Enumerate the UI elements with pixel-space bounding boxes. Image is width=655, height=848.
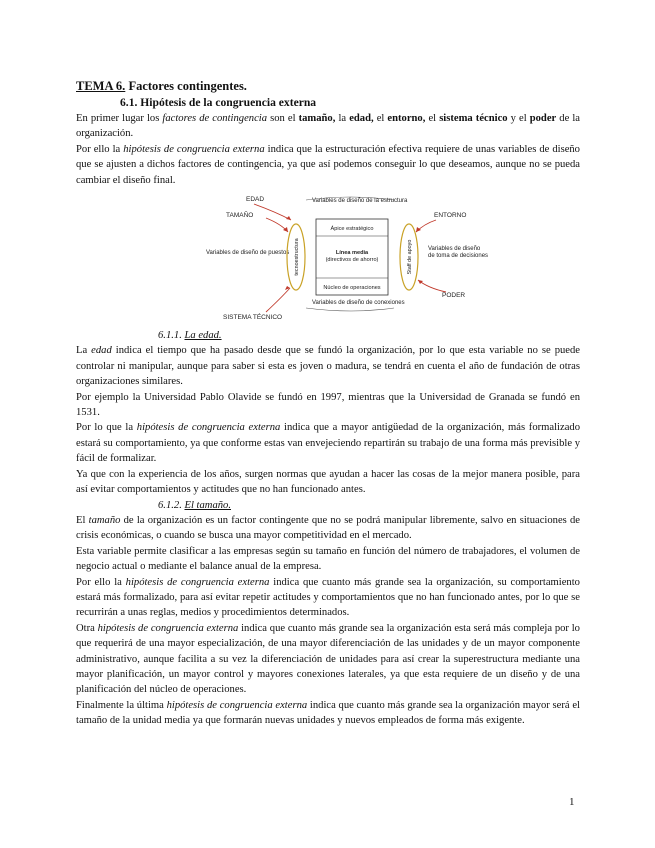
chapter-number: TEMA 6. [76, 79, 126, 93]
apice-label: Ápice estratégico [330, 226, 374, 233]
tamano-paragraph-5: Finalmente la última hipótesis de congruencia externa indica que cuanto más grande sea la organización mayor será el tamaño de la unidad media ya que formarán nuevas unidades y nuevos empleados de forma más exigente. [76, 699, 580, 727]
section-heading: 6.1. Hipótesis de la congruencia externa [120, 96, 317, 109]
linea-media-label: Línea media [335, 250, 369, 257]
linea-media-sub: (directivos de ahorro) [325, 257, 379, 264]
edad-paragraph-2: Por ejemplo la Universidad Pablo Olavide se fundó en 1997, mientras que la Universidad de Granada se fundó en 1531. [76, 391, 580, 419]
edad-paragraph-1: La edad indica el tiempo que ha pasado desde que se fundó la organización, por lo que esta variable no se puede controlar ni manipular, aunque para saber si esta es joven o madura, se tendrá en cuenta el año de fundación de otras organizaciones similares. [76, 345, 580, 388]
page-number: 1 [569, 796, 575, 808]
intro-paragraph-2: Por ello la hipótesis de congruencia externa indica que la estructuración efectiva requiere de unas variables de diseño que se ajusten a dichos factores de contingencia, ya que así podemos conseguir lo que deseamos, aunque no se pueda cambiar el diseño final. [76, 143, 580, 186]
contingency-diagram [76, 192, 580, 322]
tamano-paragraph-1: El tamaño de la organización es un factor contingente que no se podrá manipular libremente, salvo en situaciones de crisis económicas, o cuando se busca una mayor competitividad en el mercado. [76, 514, 580, 542]
sistema-arrow [266, 288, 290, 312]
diagram-bottom-label: Variables de diseño de conexiones [312, 300, 405, 307]
staff-label: Staff de apoyo [407, 239, 413, 275]
nucleo-label: Núcleo de operaciones [323, 285, 381, 292]
diagram-sistema-label: SISTEMA TÉCNICO [223, 314, 283, 322]
diagram-edad-label: EDAD [246, 196, 265, 204]
tamano-paragraph-4: Otra hipótesis de congruencia externa indica que cuanto más grande sea la organización esta será más compleja por lo que requerirá de una mayor especialización, de una mayor diferenciación de las unidades y de un mayor componente administrativo, aunque facilita a su vez la diferenciación de unidades para así crear la superestructura mediante una mayor planificación, un mayor control y mayores conexiones laterales, ya que esta requiere de un diseño y de una planificación del núcleo de operaciones. [76, 622, 580, 696]
chapter-heading [76, 78, 580, 95]
diagram-right-label-2: de toma de decisiones [428, 253, 489, 260]
diagram-svg [76, 192, 580, 322]
tamano-heading: 6.1.2. El tamaño. [158, 499, 231, 511]
edad-paragraph-3: Por lo que la hipótesis de congruencia externa indica que a mayor antigüedad de la organización, más formalizado estará su comportamiento, ya que conforme estas van envejeciendo repartirán su trabajo de una forma más previsible y fácil de formalizar. [76, 422, 580, 465]
intro-paragraph-1: En primer lugar los factores de contingencia son el tamaño, la edad, el entorno, el sistema técnico y el poder de la organización. [76, 113, 581, 140]
edad-arrow [254, 204, 291, 220]
page-content [76, 78, 580, 729]
edad-paragraph-4: Ya que con la experiencia de los años, surgen normas que ayudan a hacer las cosas de la mejor manera posible, para así evitar comportamientos y actitudes que no han funcionado antes. [76, 468, 580, 496]
edad-heading: 6.1.1. La edad. [158, 330, 222, 342]
diagram-poder-label: PODER [442, 292, 466, 300]
tamano-paragraph-3: Por ello la hipótesis de congruencia externa indica que cuanto más grande sea la organización, su comportamiento estará más formalizado, para así evitar repetir actitudes y comportamientos que no han funcionado antes, por lo que se recurrirán a unas reglas, medios y procedimientos determinados. [76, 576, 580, 619]
diagram-top-label: Variables de diseño de la estructura [312, 198, 408, 205]
tecnoestructura-label: tecnoestructura [294, 238, 300, 276]
diagram-left-label: Variables de diseño de puestos [206, 250, 290, 257]
diagram-entorno-label: ENTORNO [434, 212, 467, 220]
diagram-tamano-label: TAMAÑO [226, 212, 254, 220]
diagram-right-label-1: Variables de diseño [428, 246, 481, 253]
tamano-paragraph-2: Esta variable permite clasificar a las empresas según su tamaño en función del número de trabajadores, el volumen de negocio actual o mediante el balance anual de la empresa. [76, 545, 580, 573]
chapter-title: Factores contingentes. [125, 79, 247, 93]
